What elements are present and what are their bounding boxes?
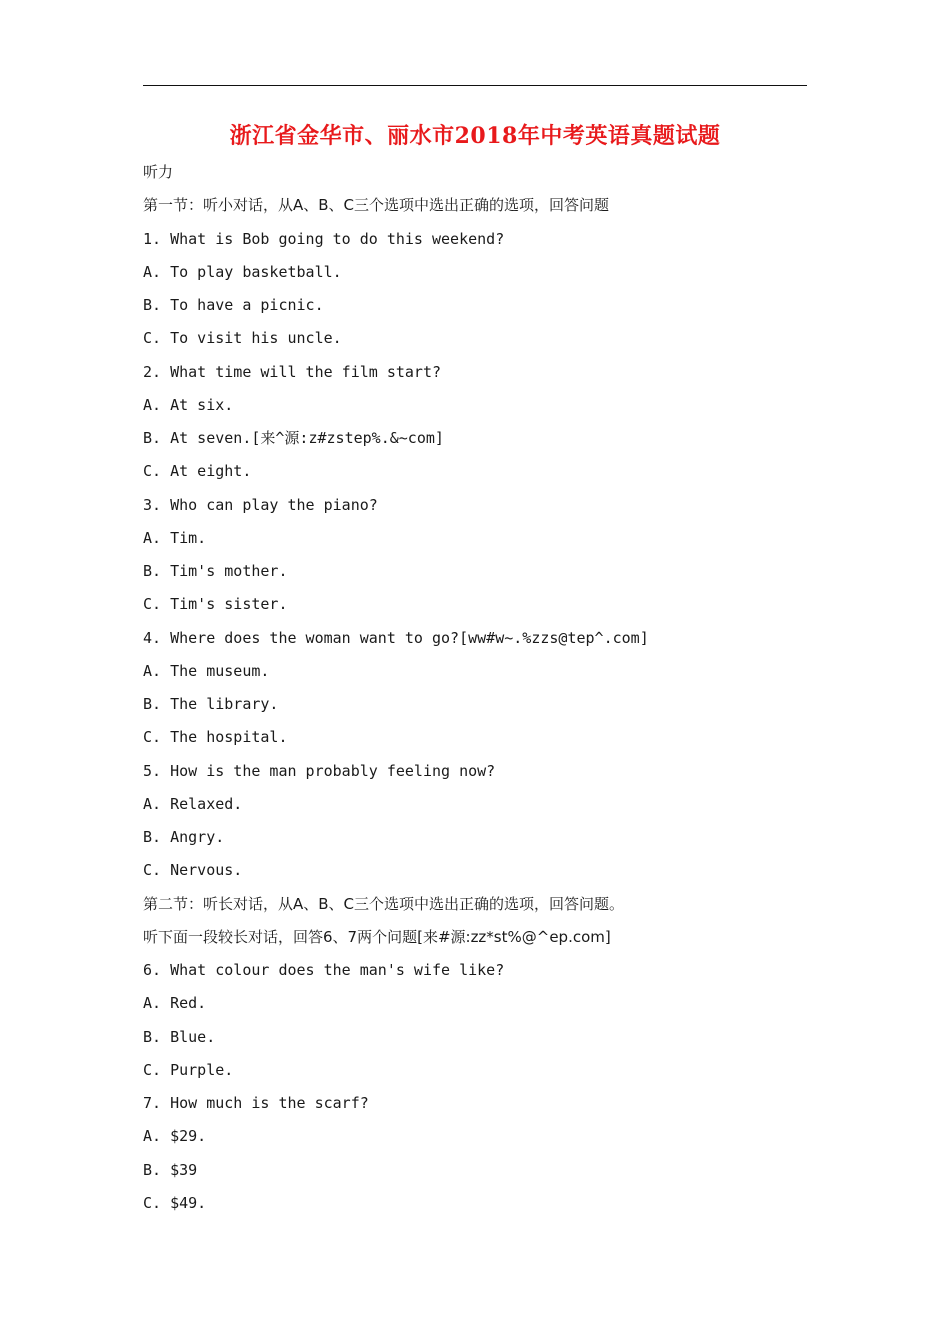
question-3-option-a: A. Tim. bbox=[143, 528, 207, 547]
question-5-option-b: B. Angry. bbox=[143, 828, 225, 846]
question-2: 2. What time will the film start? bbox=[143, 362, 442, 381]
question-2-option-b: B. At seven.[来^源:z#zstep%.&~com] bbox=[143, 429, 444, 447]
question-1-option-a: A. To play basketball. bbox=[143, 262, 342, 281]
question-3-option-c: C. Tim's sister. bbox=[143, 595, 288, 614]
question-4-option-a: A. The museum. bbox=[143, 661, 270, 680]
question-3-option-b: B. Tim's mother. bbox=[143, 562, 288, 580]
question-7: 7. How much is the scarf? bbox=[143, 1094, 369, 1112]
question-4: 4. Where does the woman want to go?[ww#w~.%zzs@tep^.com] bbox=[143, 628, 649, 647]
question-6-option-a: A. Red. bbox=[143, 994, 207, 1013]
question-7-option-c: C. $49. bbox=[143, 1193, 207, 1212]
question-5-option-a: A. Relaxed. bbox=[143, 794, 243, 813]
section-heading-listening: 听力 bbox=[143, 163, 174, 181]
question-6: 6. What colour does the man's wife like? bbox=[143, 961, 505, 979]
document-title: 浙江省金华市、丽水市2018年中考英语真题试题 bbox=[229, 123, 721, 149]
question-1-option-c: C. To visit his uncle. bbox=[143, 329, 342, 348]
question-1: 1. What is Bob going to do this weekend? bbox=[143, 229, 505, 248]
header-rule bbox=[143, 85, 807, 86]
question-5-option-c: C. Nervous. bbox=[143, 861, 243, 880]
question-3: 3. Who can play the piano? bbox=[143, 495, 378, 514]
question-6-option-b: B. Blue. bbox=[143, 1027, 216, 1046]
question-2-option-c: C. At eight. bbox=[143, 462, 252, 481]
question-6-option-c: C. Purple. bbox=[143, 1060, 234, 1079]
question-2-option-a: A. At six. bbox=[143, 395, 234, 414]
question-4-option-b: B. The library. bbox=[143, 695, 279, 713]
section-instructions-part-2: 第二节：听长对话，从A、B、C三个选项中选出正确的选项，回答问题。 bbox=[143, 894, 625, 913]
question-4-option-c: C. The hospital. bbox=[143, 728, 288, 747]
question-1-option-b: B. To have a picnic. bbox=[143, 296, 324, 314]
question-5: 5. How is the man probably feeling now? bbox=[143, 761, 496, 780]
section-instructions-part-1: 第一节：听小对话，从A、B、C三个选项中选出正确的选项，回答问题 bbox=[143, 196, 610, 215]
dialogue-instructions: 听下面一段较长对话，回答6、7两个问题[来#源:zz*st%@^ep.com] bbox=[143, 927, 611, 946]
question-7-option-b: B. $39 bbox=[143, 1160, 198, 1179]
document-body bbox=[143, 156, 807, 1220]
question-7-option-a: A. $29. bbox=[143, 1127, 207, 1146]
